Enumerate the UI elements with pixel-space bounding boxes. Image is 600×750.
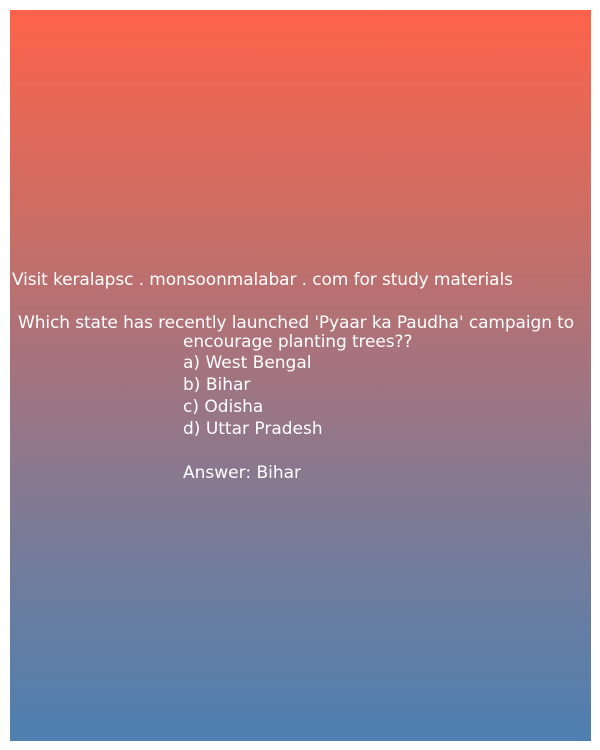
quiz-card (10, 10, 591, 741)
option-a: a) West Bengal (183, 353, 312, 373)
question-text (18, 314, 590, 352)
option-b: b) Bihar (183, 375, 251, 395)
option-c: c) Odisha (183, 397, 264, 417)
options-list (183, 352, 323, 440)
question-line-1: Which state has recently launched 'Pyaar ka Paudha' campaign to (18, 313, 575, 333)
promo-text: Visit keralapsc . monsoonmalabar . com for study materials (12, 270, 513, 290)
option-d: d) Uttar Pradesh (183, 419, 323, 439)
answer-text: Answer: Bihar (183, 463, 302, 483)
question-line-2: encourage planting trees?? (183, 332, 413, 352)
